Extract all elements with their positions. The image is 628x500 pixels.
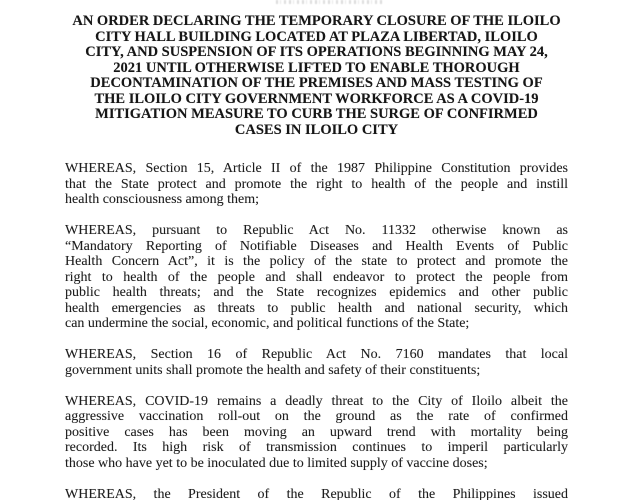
body-line-text: WHEREAS, the President of the Republic of the Philippines issued	[65, 486, 568, 500]
title-line-text: CITY, AND SUSPENSION OF ITS OPERATIONS BEGINNING MAY 24,	[85, 44, 548, 60]
body-line	[65, 161, 568, 177]
title-line	[65, 61, 568, 77]
body-line-text: Health Concern Act”, it is the policy of the state to protect and promote the	[65, 254, 568, 269]
body-line	[65, 239, 568, 255]
title-line-text: 2021 UNTIL OTHERWISE LIFTED TO ENABLE THOROUGH	[113, 59, 520, 76]
title-line	[65, 92, 568, 108]
body-line-text: positive cases has been moving an upward trend with mortality being	[65, 424, 568, 440]
body-line	[65, 347, 568, 363]
body-line	[65, 192, 568, 208]
title-line	[65, 14, 568, 30]
title-line-text: CASES IN ILOILO CITY	[234, 121, 399, 138]
body-line	[65, 270, 568, 286]
order-title	[65, 14, 568, 138]
body-line-text: aggressive vaccination roll-out on the ground as the rate of confirmed	[65, 409, 568, 424]
cut-off-text-fragment	[276, 0, 384, 4]
whereas-paragraph-covid-threat	[65, 394, 568, 472]
body-line	[65, 394, 568, 410]
body-line	[65, 409, 568, 425]
title-line-text: THE ILOILO CITY GOVERNMENT WORKFORCE AS A COVID-19	[94, 90, 539, 107]
title-line-text: MITIGATION MEASURE TO CURB THE SURGE OF CONFIRMED	[95, 106, 538, 122]
body-line-text: recorded. Its high risk of transmission continues to imperil particularly	[65, 440, 568, 455]
title-line	[65, 30, 568, 46]
title-line	[65, 76, 568, 92]
body-line	[65, 425, 568, 441]
body-line	[65, 254, 568, 270]
title-line-text: DECONTAMINATION OF THE PREMISES AND MASS TESTING OF	[90, 75, 543, 91]
whereas-paragraph-constitution	[65, 161, 568, 208]
body-line-text: WHEREAS, Section 15, Article II of the 1987 Philippine Constitution provides	[65, 161, 568, 176]
body-line	[65, 440, 568, 456]
body-line-text: health consciousness among them;	[65, 192, 260, 207]
body-line-text: those who have yet to be inoculated due to limited supply of vaccine doses;	[65, 455, 488, 471]
body-line-text: WHEREAS, Section 16 of Republic Act No. 7160 mandates that local	[65, 347, 568, 362]
title-line	[65, 45, 568, 61]
title-line	[65, 107, 568, 123]
body-line-text: WHEREAS, COVID-19 remains a deadly threat to the City of Iloilo albeit the	[65, 393, 568, 409]
body-line-text: public health threats; and the State recognizes epidemics and other public	[65, 285, 568, 300]
whereas-paragraph-ra-11332	[65, 223, 568, 332]
body-line-text: health emergencies as threats to public health and national security, which	[65, 300, 568, 316]
body-line-text: government units shall promote the health and safety of their constituents;	[65, 362, 481, 378]
body-line	[65, 223, 568, 239]
body-line-text: WHEREAS, pursuant to Republic Act No. 11332 otherwise known as	[65, 223, 568, 238]
body-line	[65, 177, 568, 193]
title-line-text: CITY HALL BUILDING LOCATED AT PLAZA LIBERTAD, ILOILO	[95, 28, 538, 45]
body-line-text: that the State protect and promote the right to health of the people and instill	[65, 176, 568, 192]
body-line	[65, 487, 568, 500]
body-line	[65, 363, 568, 379]
body-line-text: “Mandatory Reporting of Notifiable Diseases and Health Events of Public	[65, 238, 568, 254]
title-line	[65, 123, 568, 139]
whereas-paragraph-ra-7160	[65, 347, 568, 378]
body-line-text: can undermine the social, economic, and political functions of the State;	[65, 316, 470, 331]
whereas-paragraph-president	[65, 487, 568, 500]
body-line	[65, 316, 568, 332]
body-line	[65, 456, 568, 472]
body-line	[65, 285, 568, 301]
title-line-text: AN ORDER DECLARING THE TEMPORARY CLOSURE OF THE ILOILO	[72, 13, 561, 29]
body-line-text: right to health of the people and shall endeavor to protect the people from	[65, 269, 568, 285]
body-line	[65, 301, 568, 317]
